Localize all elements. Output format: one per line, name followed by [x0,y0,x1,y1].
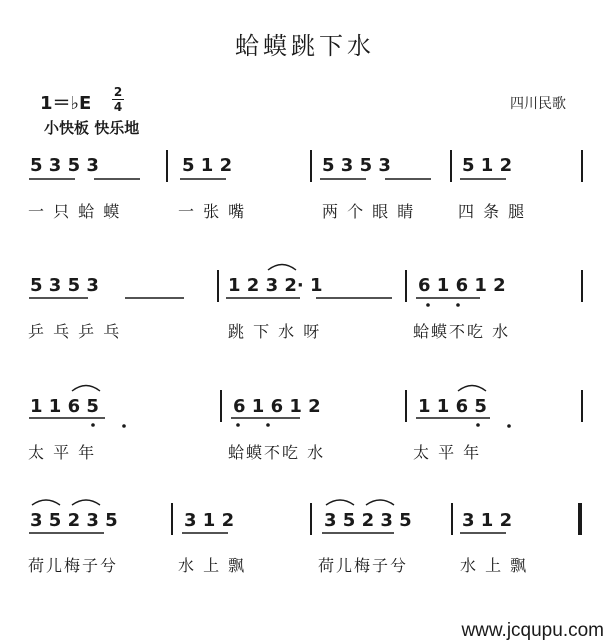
notes-line2-measure2: 1 2 3 2· 1 [228,275,323,296]
notes-line3-measure1: 1 1 6 5 [30,396,99,417]
lyrics-line4-measure4: 水 上 飘 [460,556,529,575]
lyrics-line4-measure1: 荷儿梅子兮 [28,556,119,575]
lyrics-line1-measure3: 两 个 眼 睛 [322,202,416,221]
lyrics-line1-measure1: 一 只 蛤 蟆 [28,202,122,221]
meter-top: 2 [113,85,123,99]
beam-underlines [29,179,506,533]
lyrics-line2-measure1: 乒 乓 乒 乓 [28,322,122,341]
key-signature: 1＝♭E [40,93,92,114]
lyrics-line3-measure1: 太 平 年 [28,443,97,462]
site-watermark: www.jcqupu.com [461,620,604,641]
notes-line3-measure2: 6 1 6 1 2 [233,396,321,417]
notes-line2-measure1: 5 3 5 3 [30,275,99,296]
lyrics-line3-measure3: 太 平 年 [413,443,482,462]
lyrics-line1-measure4: 四 条 腿 [458,202,527,221]
notes-line1-measure3: 5 3 5 3 [322,155,391,176]
lyrics-line1-measure2: 一 张 嘴 [178,202,247,221]
meter-bottom: 4 [113,100,123,114]
lyrics-line2-measure2: 跳 下 水 呀 [228,322,322,341]
notes-line1-measure1: 5 3 5 3 [30,155,99,176]
notes-line1-measure4: 5 1 2 [462,155,513,176]
notes-line4-measure3: 3 5 2 3 5 [324,510,412,531]
notes-line2-measure3: 6 1 6 1 2 [418,275,506,296]
notes-line3-measure3: 1 1 6 5 [418,396,487,417]
lyrics-line3-measure2: 蛤蟆不吃 水 [228,443,326,462]
tempo-marking: 小快板 快乐地 [44,119,140,137]
lyrics-line4-measure3: 荷儿梅子兮 [318,556,409,575]
slurs [32,265,486,506]
bar-lines [167,150,582,535]
notes-line4-measure4: 3 1 2 [462,510,513,531]
song-title: 蛤蟆跳下水 [235,32,375,60]
notes-line4-measure1: 3 5 2 3 5 [30,510,118,531]
octave-dots [91,303,511,428]
lyrics-line4-measure2: 水 上 飘 [178,556,247,575]
lyrics-line2-measure3: 蛤蟆不吃 水 [413,322,511,341]
notes-line4-measure2: 3 1 2 [184,510,235,531]
song-origin: 四川民歌 [510,96,566,112]
notes-line1-measure2: 5 1 2 [182,155,233,176]
